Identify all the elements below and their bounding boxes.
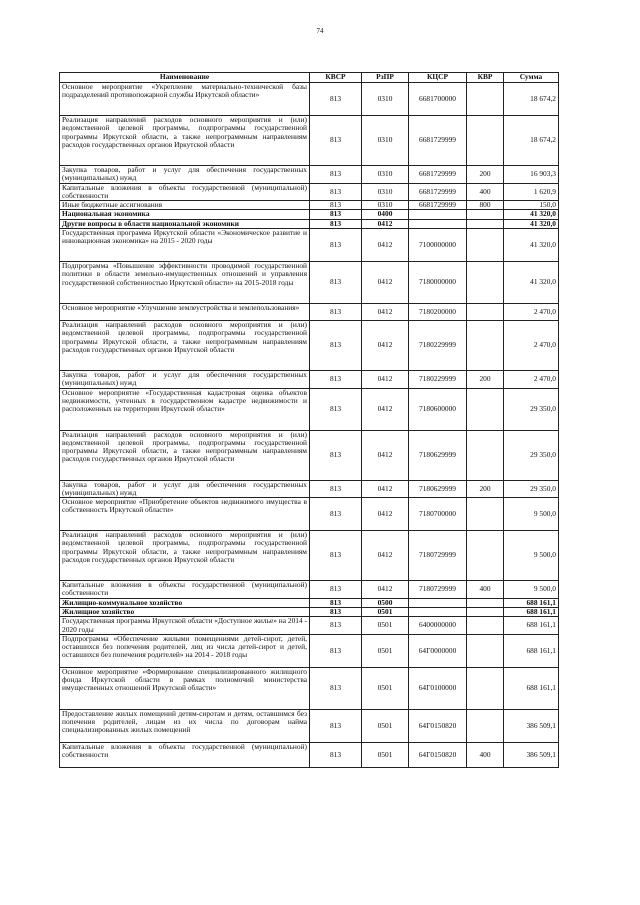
row-kcsr-cell: 64Г0150820 — [409, 709, 467, 742]
row-rzpr-cell: 0412 — [362, 531, 409, 581]
header-sum: Сумма — [504, 73, 559, 83]
table-row — [60, 598, 559, 607]
header-rzpr: РзПР — [362, 73, 409, 83]
row-name-cell: Реализация направлений расходов основного мероприятия и (или) ведомственной целевой программы, подпрограммы государственной программы Иркутской области, а также непрограммным направлениям расходов государственных органов Иркутской области — [60, 116, 310, 166]
row-sum-cell: 9 500,0 — [504, 531, 559, 581]
table-row — [60, 83, 559, 116]
row-kcsr-cell — [409, 219, 467, 228]
row-rzpr-cell: 0310 — [362, 83, 409, 116]
row-kvsr-cell: 813 — [310, 320, 362, 370]
row-kcsr-cell: 7180229999 — [409, 370, 467, 388]
header-kvsr: КВСР — [310, 73, 362, 83]
row-name-cell: Национальная экономика — [60, 210, 310, 219]
row-sum-cell: 2 470,0 — [504, 320, 559, 370]
row-kvr-cell: 400 — [467, 742, 504, 767]
row-kvr-cell — [467, 709, 504, 742]
row-kvsr-cell: 813 — [310, 219, 362, 228]
row-kcsr-cell: 6681729999 — [409, 116, 467, 166]
row-sum-cell: 9 500,0 — [504, 581, 559, 599]
row-name-cell: Предоставление жилых помещений детям-сиротам и детям, оставшимся без попечения родителей, лицам из их числа по договорам найма специализированных жилых помещений — [60, 709, 310, 742]
row-kcsr-cell: 6681700000 — [409, 83, 467, 116]
row-kvr-cell — [467, 607, 504, 616]
table-row — [60, 183, 559, 201]
row-kvr-cell — [467, 219, 504, 228]
row-sum-cell: 18 674,2 — [504, 83, 559, 116]
row-rzpr-cell: 0412 — [362, 498, 409, 531]
row-kcsr-cell: 7180200000 — [409, 303, 467, 320]
row-kvr-cell — [467, 83, 504, 116]
row-rzpr-cell: 0310 — [362, 116, 409, 166]
budget-table — [59, 72, 559, 768]
row-kcsr-cell: 7180729999 — [409, 531, 467, 581]
table-row — [60, 617, 559, 635]
row-kcsr-cell: 7180229999 — [409, 320, 467, 370]
row-sum-cell: 29 350,0 — [504, 388, 559, 430]
row-kcsr-cell — [409, 607, 467, 616]
row-kvsr-cell: 813 — [310, 667, 362, 709]
row-kvsr-cell: 813 — [310, 388, 362, 430]
table-row — [60, 303, 559, 320]
row-rzpr-cell: 0412 — [362, 430, 409, 480]
row-kcsr-cell: 7100000000 — [409, 228, 467, 261]
row-kvsr-cell: 813 — [310, 531, 362, 581]
row-rzpr-cell: 0412 — [362, 480, 409, 498]
row-kcsr-cell — [409, 210, 467, 219]
table-row — [60, 219, 559, 228]
row-sum-cell: 41 320,0 — [504, 261, 559, 303]
table-row — [60, 531, 559, 581]
row-name-cell: Основное мероприятие «Формирование специализированного жилищного фонда Иркутской области в рамках полномочий министерства имущественных отношений Иркутской области» — [60, 667, 310, 709]
row-sum-cell: 386 509,1 — [504, 742, 559, 767]
row-kcsr-cell — [409, 598, 467, 607]
row-kcsr-cell: 7180600000 — [409, 388, 467, 430]
row-kvsr-cell: 813 — [310, 709, 362, 742]
row-sum-cell: 150,0 — [504, 201, 559, 210]
table-row — [60, 480, 559, 498]
row-sum-cell: 18 674,2 — [504, 116, 559, 166]
row-kvsr-cell: 813 — [310, 430, 362, 480]
row-name-cell: Государственная программа Иркутской области «Доступное жилье» на 2014 - 2020 годы — [60, 617, 310, 635]
row-kvsr-cell: 813 — [310, 742, 362, 767]
row-kcsr-cell: 6681729999 — [409, 183, 467, 201]
row-name-cell: Подпрограмма «Обеспечение жилыми помещениями детей-сирот, детей, оставшихся без попечения родителей, лиц из числа детей-сирот и детей, оставшихся без попечения родителей» на 2014 - 2018 годы — [60, 634, 310, 667]
row-kcsr-cell: 64Г0150820 — [409, 742, 467, 767]
row-sum-cell: 41 320,0 — [504, 228, 559, 261]
row-kvsr-cell: 813 — [310, 261, 362, 303]
row-kvsr-cell: 813 — [310, 617, 362, 635]
row-rzpr-cell: 0412 — [362, 388, 409, 430]
page-number: 74 — [316, 27, 324, 35]
row-kvsr-cell: 813 — [310, 83, 362, 116]
row-sum-cell: 9 500,0 — [504, 498, 559, 531]
row-kvr-cell: 400 — [467, 581, 504, 599]
row-name-cell: Иные бюджетные ассигнования — [60, 201, 310, 210]
row-rzpr-cell: 0412 — [362, 370, 409, 388]
row-kvr-cell — [467, 617, 504, 635]
row-kvr-cell — [467, 320, 504, 370]
row-rzpr-cell: 0310 — [362, 183, 409, 201]
row-sum-cell: 688 161,1 — [504, 667, 559, 709]
row-kvsr-cell: 813 — [310, 303, 362, 320]
row-kcsr-cell: 7180000000 — [409, 261, 467, 303]
table-row — [60, 370, 559, 388]
row-kvr-cell: 200 — [467, 480, 504, 498]
row-rzpr-cell: 0400 — [362, 210, 409, 219]
table-row — [60, 498, 559, 531]
row-kvr-cell: 800 — [467, 201, 504, 210]
table-row — [60, 742, 559, 767]
table-row — [60, 709, 559, 742]
row-kvr-cell: 200 — [467, 370, 504, 388]
table-row — [60, 210, 559, 219]
row-kvr-cell — [467, 667, 504, 709]
row-name-cell: Закупка товаров, работ и услуг для обеспечения государственных (муниципальных) нужд — [60, 370, 310, 388]
row-kvsr-cell: 813 — [310, 581, 362, 599]
row-name-cell: Жилищно-коммунальное хозяйство — [60, 598, 310, 607]
row-sum-cell: 386 509,1 — [504, 709, 559, 742]
table-row — [60, 581, 559, 599]
row-rzpr-cell: 0310 — [362, 201, 409, 210]
table-row — [60, 201, 559, 210]
row-kcsr-cell: 7180629999 — [409, 430, 467, 480]
row-kvr-cell — [467, 210, 504, 219]
row-name-cell: Капитальные вложения в объекты государственной (муниципальной) собственности — [60, 581, 310, 599]
row-rzpr-cell: 0412 — [362, 320, 409, 370]
row-kvsr-cell: 813 — [310, 116, 362, 166]
row-rzpr-cell: 0501 — [362, 709, 409, 742]
row-rzpr-cell: 0412 — [362, 228, 409, 261]
row-kvsr-cell: 813 — [310, 183, 362, 201]
row-kcsr-cell: 7180700000 — [409, 498, 467, 531]
row-kcsr-cell: 6681729999 — [409, 166, 467, 184]
row-kcsr-cell: 7180629999 — [409, 480, 467, 498]
row-sum-cell: 2 470,0 — [504, 370, 559, 388]
row-sum-cell: 1 620,9 — [504, 183, 559, 201]
row-kvr-cell — [467, 598, 504, 607]
row-name-cell: Закупка товаров, работ и услуг для обеспечения государственных (муниципальных) нужд — [60, 166, 310, 184]
row-name-cell: Реализация направлений расходов основного мероприятия и (или) ведомственной целевой программы, подпрограммы государственной программы Иркутской области, а также непрограммным направлениям расходов государственных органов Иркутской области — [60, 531, 310, 581]
row-kvsr-cell: 813 — [310, 210, 362, 219]
row-kvr-cell — [467, 634, 504, 667]
row-rzpr-cell: 0412 — [362, 303, 409, 320]
row-sum-cell: 2 470,0 — [504, 303, 559, 320]
row-name-cell: Капитальные вложения в объекты государственной (муниципальной) собственности — [60, 742, 310, 767]
header-name: Наименование — [60, 73, 310, 83]
row-name-cell: Основное мероприятие «Улучшение землеустройства и землепользования» — [60, 303, 310, 320]
table-row — [60, 116, 559, 166]
table-row — [60, 667, 559, 709]
row-rzpr-cell: 0412 — [362, 219, 409, 228]
table-row — [60, 388, 559, 430]
row-kcsr-cell: 64Г0000000 — [409, 634, 467, 667]
row-kcsr-cell: 6400000000 — [409, 617, 467, 635]
row-sum-cell: 688 161,1 — [504, 617, 559, 635]
row-name-cell: Основное мероприятие «Укрепление материально-технической базы подразделений противопожарной службы Иркутской области» — [60, 83, 310, 116]
row-rzpr-cell: 0501 — [362, 667, 409, 709]
table-row — [60, 228, 559, 261]
row-name-cell: Реализация направлений расходов основного мероприятия и (или) ведомственной целевой программы, подпрограммы государственной программы Иркутской области, а также непрограммным направлениям расходов государственных органов Иркутской области — [60, 320, 310, 370]
row-kvsr-cell: 813 — [310, 166, 362, 184]
row-kvsr-cell: 813 — [310, 607, 362, 616]
row-kvsr-cell: 813 — [310, 228, 362, 261]
row-rzpr-cell: 0501 — [362, 634, 409, 667]
row-kvsr-cell: 813 — [310, 598, 362, 607]
table-row — [60, 607, 559, 616]
row-kcsr-cell: 64Г0100000 — [409, 667, 467, 709]
row-kvr-cell: 200 — [467, 166, 504, 184]
row-sum-cell: 16 903,3 — [504, 166, 559, 184]
row-sum-cell: 41 320,0 — [504, 210, 559, 219]
row-sum-cell: 688 161,1 — [504, 607, 559, 616]
row-kvr-cell — [467, 261, 504, 303]
row-kvr-cell: 400 — [467, 183, 504, 201]
row-name-cell: Капитальные вложения в объекты государственной (муниципальной) собственности — [60, 183, 310, 201]
table-row — [60, 430, 559, 480]
row-kcsr-cell: 6681729999 — [409, 201, 467, 210]
row-name-cell: Реализация направлений расходов основного мероприятия и (или) ведомственной целевой программы, подпрограммы государственной программы Иркутской области, а также непрограммным направлениям расходов государственных органов Иркутской области — [60, 430, 310, 480]
row-rzpr-cell: 0501 — [362, 607, 409, 616]
row-rzpr-cell: 0412 — [362, 261, 409, 303]
row-rzpr-cell: 0501 — [362, 617, 409, 635]
row-kvr-cell — [467, 303, 504, 320]
row-kvr-cell — [467, 116, 504, 166]
header-kcsr: КЦСР — [409, 73, 467, 83]
row-kvsr-cell: 813 — [310, 201, 362, 210]
row-rzpr-cell: 0500 — [362, 598, 409, 607]
row-name-cell: Основное мероприятие «Государственная кадастровая оценка объектов недвижимости, учтенных в государственном кадастре недвижимости и расположенных на территории Иркутской области» — [60, 388, 310, 430]
row-name-cell: Основное мероприятие «Приобретение объектов недвижимого имущества в собственность Иркутской области» — [60, 498, 310, 531]
row-name-cell: Другие вопросы в области национальной экономики — [60, 219, 310, 228]
row-name-cell: Государственная программа Иркутской области «Экономическое развитие и инновационная экономика» на 2015 - 2020 годы — [60, 228, 310, 261]
row-rzpr-cell: 0501 — [362, 742, 409, 767]
row-kvsr-cell: 813 — [310, 498, 362, 531]
row-sum-cell: 41 320,0 — [504, 219, 559, 228]
header-kvr: КВР — [467, 73, 504, 83]
row-name-cell: Закупка товаров, работ и услуг для обеспечения государственных (муниципальных) нужд — [60, 480, 310, 498]
row-kcsr-cell: 7180729999 — [409, 581, 467, 599]
row-kvr-cell — [467, 430, 504, 480]
row-kvsr-cell: 813 — [310, 634, 362, 667]
row-rzpr-cell: 0310 — [362, 166, 409, 184]
row-sum-cell: 29 350,0 — [504, 480, 559, 498]
row-kvsr-cell: 813 — [310, 370, 362, 388]
row-name-cell: Жилищное хозяйство — [60, 607, 310, 616]
table-header-row — [60, 73, 559, 83]
table-row — [60, 166, 559, 184]
row-name-cell: Подпрограмма «Повышение эффективности проводимой государственной политики в области земельно-имущественных отношений и управления государственной собственностью Иркутской области» на 2015-2018 годы — [60, 261, 310, 303]
row-kvr-cell — [467, 531, 504, 581]
row-kvr-cell — [467, 498, 504, 531]
table-row — [60, 634, 559, 667]
row-rzpr-cell: 0412 — [362, 581, 409, 599]
table-row — [60, 320, 559, 370]
row-kvr-cell — [467, 228, 504, 261]
row-sum-cell: 688 161,1 — [504, 598, 559, 607]
row-kvsr-cell: 813 — [310, 480, 362, 498]
row-sum-cell: 688 161,1 — [504, 634, 559, 667]
table-row — [60, 261, 559, 303]
row-sum-cell: 29 350,0 — [504, 430, 559, 480]
row-kvr-cell — [467, 388, 504, 430]
